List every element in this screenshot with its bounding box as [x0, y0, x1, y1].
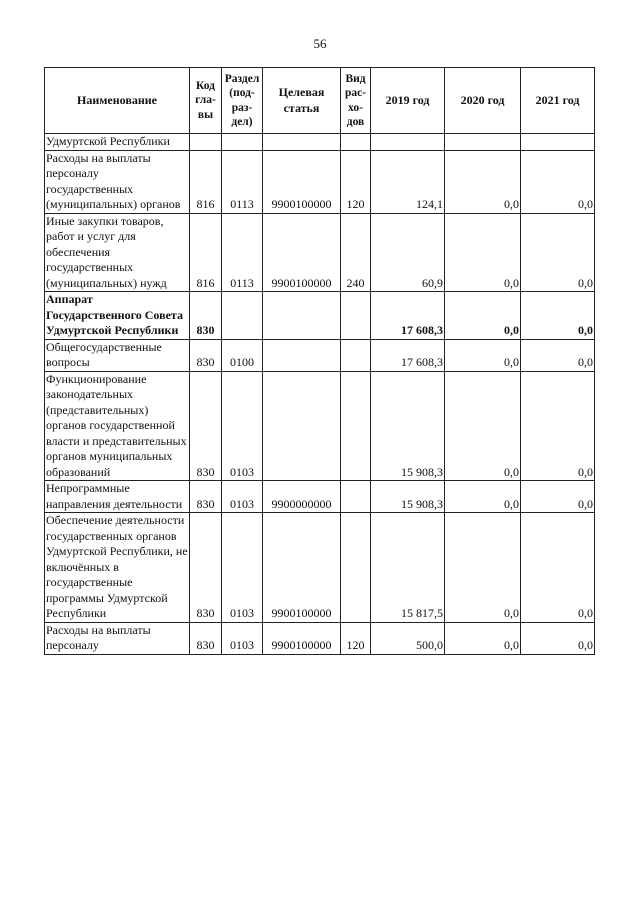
cell-section: 0113: [222, 150, 263, 213]
cell-section: 0100: [222, 339, 263, 371]
cell-target: [263, 371, 341, 481]
cell-2019: 15 908,3: [371, 481, 445, 513]
table-row: [45, 134, 595, 151]
cell-type: 240: [341, 213, 371, 292]
cell-section: 0113: [222, 213, 263, 292]
cell-code: 830: [190, 292, 222, 340]
cell-2020: [445, 134, 521, 151]
cell-2020: 0,0: [445, 622, 521, 654]
cell-code: 830: [190, 622, 222, 654]
cell-type: [341, 371, 371, 481]
table-row: [45, 371, 595, 481]
table-row: [45, 213, 595, 292]
cell-2019: 15 817,5: [371, 513, 445, 623]
header-code: Код гла- вы: [190, 68, 222, 134]
cell-2021: 0,0: [521, 292, 595, 340]
cell-code: 816: [190, 150, 222, 213]
header-2019: 2019 год: [371, 68, 445, 134]
cell-code: 830: [190, 371, 222, 481]
cell-2021: 0,0: [521, 481, 595, 513]
cell-section: 0103: [222, 513, 263, 623]
table-header-row: [45, 68, 595, 134]
cell-2021: 0,0: [521, 513, 595, 623]
cell-code: [190, 134, 222, 151]
cell-name: Удмуртской Республики: [45, 134, 190, 151]
cell-type: 120: [341, 622, 371, 654]
cell-2019: 15 908,3: [371, 371, 445, 481]
cell-name: Непрограммные направления деятельности: [45, 481, 190, 513]
cell-section: [222, 134, 263, 151]
cell-section: [222, 292, 263, 340]
cell-name: Иные закупки товаров, работ и услуг для обеспечения государственных (муниципальных) нужд: [45, 213, 190, 292]
header-type: Вид рас- хо- дов: [341, 68, 371, 134]
cell-name: Общегосударственные вопросы: [45, 339, 190, 371]
cell-2021: 0,0: [521, 150, 595, 213]
cell-2019: 500,0: [371, 622, 445, 654]
table-row: [45, 150, 595, 213]
cell-2020: 0,0: [445, 513, 521, 623]
header-section: Раздел (под- раз- дел): [222, 68, 263, 134]
cell-2021: 0,0: [521, 213, 595, 292]
cell-2020: 0,0: [445, 292, 521, 340]
cell-target: [263, 339, 341, 371]
header-2021: 2021 год: [521, 68, 595, 134]
cell-2020: 0,0: [445, 481, 521, 513]
cell-2021: 0,0: [521, 371, 595, 481]
cell-2019: 17 608,3: [371, 292, 445, 340]
cell-2020: 0,0: [445, 213, 521, 292]
cell-2020: 0,0: [445, 339, 521, 371]
cell-target: 9900100000: [263, 150, 341, 213]
table-row: [45, 339, 595, 371]
cell-name: Аппарат Государственного Совета Удмуртской Республики: [45, 292, 190, 340]
cell-section: 0103: [222, 622, 263, 654]
cell-2019: 17 608,3: [371, 339, 445, 371]
cell-code: 816: [190, 213, 222, 292]
cell-name: Расходы на выплаты персоналу: [45, 622, 190, 654]
cell-code: 830: [190, 481, 222, 513]
cell-code: 830: [190, 513, 222, 623]
cell-name: Расходы на выплаты персоналу государственных (муниципальных) органов: [45, 150, 190, 213]
cell-section: 0103: [222, 481, 263, 513]
page-number: 56: [313, 36, 327, 51]
budget-table: [44, 67, 595, 655]
cell-type: [341, 339, 371, 371]
cell-type: [341, 513, 371, 623]
cell-target: 9900000000: [263, 481, 341, 513]
table-row: [45, 513, 595, 623]
cell-type: 120: [341, 150, 371, 213]
cell-section: 0103: [222, 371, 263, 481]
cell-2019: 124,1: [371, 150, 445, 213]
cell-2021: [521, 134, 595, 151]
cell-type: [341, 481, 371, 513]
cell-2020: 0,0: [445, 150, 521, 213]
table-row: [45, 292, 595, 340]
cell-code: 830: [190, 339, 222, 371]
cell-target: 9900100000: [263, 622, 341, 654]
cell-2021: 0,0: [521, 339, 595, 371]
cell-2021: 0,0: [521, 622, 595, 654]
cell-type: [341, 134, 371, 151]
cell-2019: 60,9: [371, 213, 445, 292]
header-target: Целевая статья: [263, 68, 341, 134]
cell-target: 9900100000: [263, 213, 341, 292]
cell-2020: 0,0: [445, 371, 521, 481]
header-2020: 2020 год: [445, 68, 521, 134]
cell-2019: [371, 134, 445, 151]
cell-target: 9900100000: [263, 513, 341, 623]
cell-target: [263, 292, 341, 340]
table-row: [45, 622, 595, 654]
table-row: [45, 481, 595, 513]
cell-type: [341, 292, 371, 340]
header-name: Наименование: [45, 68, 190, 134]
cell-name: Обеспечение деятельности государственных органов Удмуртской Республики, не включённых в государственные программы Удмуртской Республики: [46, 513, 188, 620]
cell-target: [263, 134, 341, 151]
cell-name: Функционирование законодательных (представительных) органов государственной власти и представительных органов муниципальных образований: [45, 371, 190, 481]
